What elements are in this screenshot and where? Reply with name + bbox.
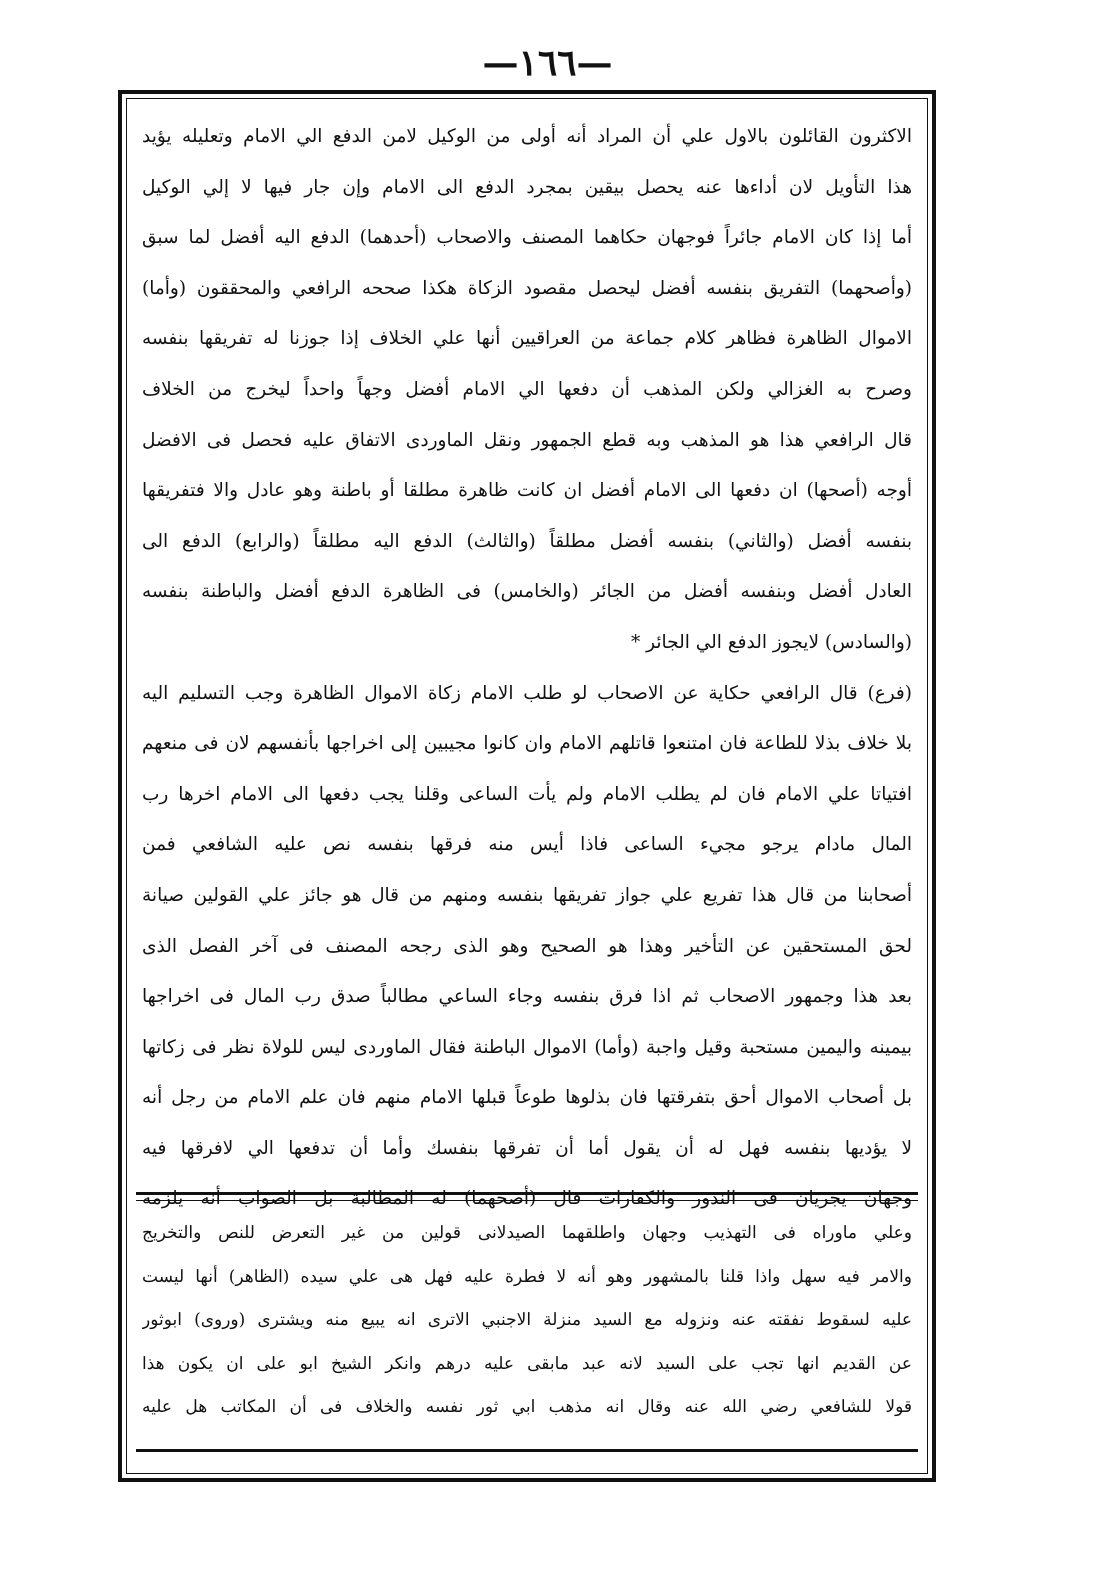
footnote-line: عليه لسقوط نفقته عنه ونزوله مع السيد منزلة الاجنبي الاترى انه يبيع منه ويشترى (وروى) ابوثور	[142, 1310, 912, 1330]
text-line: الاكثرون القائلون بالاول علي أن المراد أنه أولى من الوكيل لامن الدفع الي الامام وتعليله يؤيد	[142, 126, 912, 147]
text-line: لا يؤديها بنفسه فهل له أن يقول أما أن تفرقها بنفسك وأما أن تدفعها الي لافرقها فيه	[142, 1137, 912, 1159]
main-text-block	[142, 112, 912, 1225]
text-line: (وأصحهما) التفريق بنفسه أفضل ليحصل مقصود الزكاة هكذا صححه الرافعي والمحققون (وأما)	[142, 277, 912, 299]
text-line: المال مادام يرجو مجيء الساعى فاذا أيس منه فرقها بنفسه نص عليه الشافعي فمن	[142, 834, 912, 856]
text-line: بنفسه أفضل (والثاني) بنفسه أفضل مطلقاً (والثالث) الدفع اليه مطلقاً (والرابع) الدفع الى	[142, 530, 912, 552]
text-line: أوجه (أصحها) ان دفعها الى الامام أفضل ان كانت ظاهرة مطلقا أو باطنة وهو عادل والا فتفريقها	[142, 480, 912, 502]
footnote-divider	[136, 1192, 918, 1195]
text-line: (والسادس) لايجوز الدفع الي الجائر *	[631, 631, 912, 653]
text-line: بعد هذا وجمهور الاصحاب ثم اذا فرق بنفسه وجاء الساعي مطالباً صدق رب المال فى اخراجها	[142, 986, 912, 1008]
text-line: أما إذا كان الامام جائراً فوجهان حكاهما المصنف والاصحاب (أحدهما) الدفع اليه أفضل لما سبق	[142, 227, 912, 249]
text-line: هذا التأويل لان أداءها عنه يحصل بيقين بمجرد الدفع الى الامام وإن جار فيها لا إلي الوكيل	[142, 176, 912, 198]
text-line: بل أصحاب الاموال أحق بتفرقتها فان بذلوها طوعاً قبلها الامام منهم فان علم الامام من رجل أنه	[142, 1087, 912, 1109]
text-line: قال الرافعي هذا هو المذهب وبه قطع الجمهور ونقل الماوردى الاتفاق عليه فحصل فى الافضل	[142, 429, 912, 451]
text-line: وصرح به الغزالي ولكن المذهب أن دفعها الي الامام أفضل وجهاً واحداً ليخرج من الخلاف	[142, 378, 912, 400]
text-line: لحق المستحقين عن التأخير وهذا هو الصحيح وهو الذى رجحه المصنف فى آخر الفصل الذى	[142, 935, 912, 957]
text-line: العادل أفضل وبنفسه أفضل من الجائر (والخامس) فى الظاهرة الدفع أفضل والباطنة بنفسه	[142, 581, 912, 603]
footnote-line: قولا للشافعي رضي الله عنه وقال انه مذهب ابي ثور نفسه والخلاف فى أن المكاتب هل عليه	[142, 1397, 912, 1417]
text-line: الاموال الظاهرة فظاهر كلام جماعة من العراقيين أنها علي الخلاف إذا جوزنا له تفريقها بنفسه	[142, 328, 912, 350]
text-line: وجهان يجريان فى النذور والكفارات قال (أصحهما) له المطالبة بل الصواب أنه يلزمه	[142, 1188, 912, 1210]
footnote-line: والامر فيه سهل واذا قلنا بالمشهور وهو أنه لا فطرة عليه فهل هى علي سيده (الظاهر) أنها ليست	[142, 1266, 912, 1287]
bottom-rule	[136, 1449, 918, 1452]
footnote-line: وعلي ماوراه فى التهذيب وجهان واطلقهما الصيدلانى قولين من غير التعرض للنص والتخريج	[142, 1223, 912, 1243]
footnote-divider-thin	[136, 1200, 918, 1201]
footnote-block	[142, 1212, 912, 1430]
page-number: —١٦٦—	[482, 42, 613, 84]
text-line: (فرع) قال الرافعي حكاية عن الاصحاب لو طلب الامام زكاة الاموال الظاهرة وجب التسليم اليه	[142, 682, 912, 704]
footnote-line: عن القديم انها تجب على السيد لانه عبد مابقى عليه درهم وانكر الشيخ ابو على ان يكون هذا	[142, 1353, 912, 1374]
text-line: افتياتا علي الامام فان لم يطلب الامام ولم يأت الساعى وقلنا يجب دفعها الى الامام اخرها رب	[142, 783, 912, 805]
text-line: بيمينه واليمين مستحبة وقيل واجبة (وأما) الاموال الباطنة فقال الماوردى ليس للولاة نظر فى زكاتها	[142, 1036, 912, 1058]
text-line: بلا خلاف بذلا للطاعة فان امتنعوا قاتلهم الامام وان كانوا مجيبين إلى اخراجها بأنفسهم لان فى منعهم	[142, 733, 912, 755]
text-line: أصحابنا من قال هذا تفريع علي جواز تفريقها بنفسه ومنهم من قال هو جائز علي القولين صيانة	[142, 884, 912, 906]
